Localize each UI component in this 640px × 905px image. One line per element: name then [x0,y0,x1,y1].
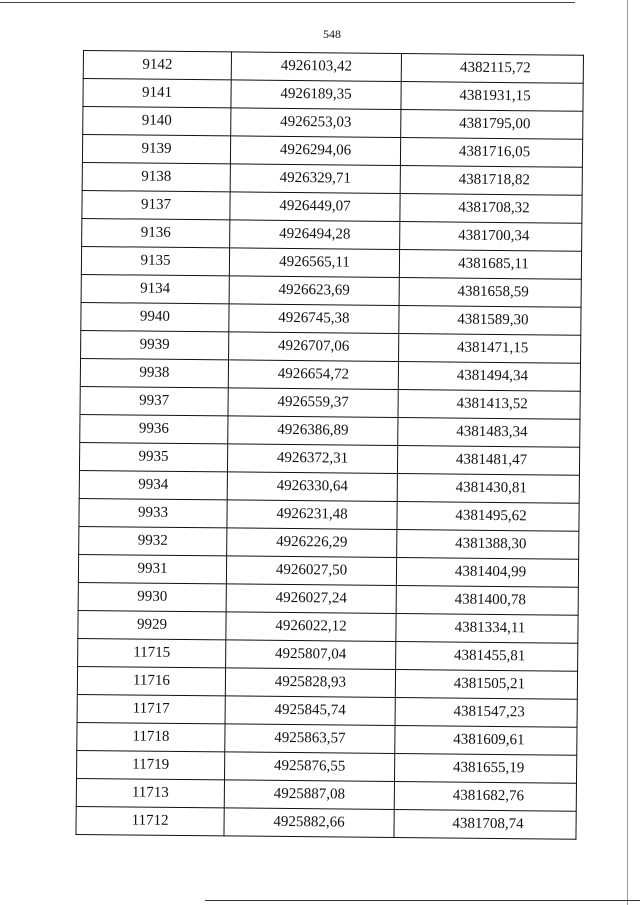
y-coordinate-cell: 4381655,19 [394,754,576,784]
point-id-cell: 9933 [79,498,227,527]
x-coordinate-cell: 4926372,31 [227,444,397,474]
point-id-cell: 9141 [83,79,231,108]
coordinates-table-body [76,51,584,840]
point-id-cell: 9929 [78,610,226,639]
x-coordinate-cell: 4925882,66 [224,808,394,838]
y-coordinate-cell: 4381483,34 [398,418,580,448]
x-coordinate-cell: 4926022,12 [226,612,396,642]
y-coordinate-cell: 4382115,72 [401,54,583,84]
x-coordinate-cell: 4926294,06 [230,136,400,166]
y-coordinate-cell: 4381400,78 [396,586,578,616]
point-id-cell: 9938 [80,358,228,387]
x-coordinate-cell: 4926103,42 [231,52,401,82]
x-coordinate-cell: 4925807,04 [226,640,396,670]
point-id-cell: 9134 [81,274,229,303]
point-id-cell: 9932 [79,526,227,555]
y-coordinate-cell: 4381682,76 [394,782,576,812]
x-coordinate-cell: 4926189,35 [231,80,401,110]
y-coordinate-cell: 4381716,05 [400,138,582,168]
y-coordinate-cell: 4381658,59 [399,278,581,308]
x-coordinate-cell: 4926027,50 [226,556,396,586]
point-id-cell: 9140 [83,107,231,136]
point-id-cell: 9937 [80,386,228,415]
point-id-cell: 9931 [78,554,226,583]
coordinates-table [75,50,584,840]
x-coordinate-cell: 4926231,48 [227,500,397,530]
point-id-cell: 11716 [77,666,225,695]
x-coordinate-cell: 4926226,29 [227,528,397,558]
point-id-cell: 9934 [79,470,227,499]
y-coordinate-cell: 4381404,99 [396,558,578,588]
y-coordinate-cell: 4381334,11 [396,614,578,644]
top-rule [0,2,575,3]
x-coordinate-cell: 4925887,08 [224,780,394,810]
bottom-rule [205,900,640,901]
point-id-cell: 11712 [76,806,224,835]
y-coordinate-cell: 4381708,32 [400,194,582,224]
y-coordinate-cell: 4381388,30 [397,530,579,560]
x-coordinate-cell: 4926386,89 [228,416,398,446]
y-coordinate-cell: 4381931,15 [401,82,583,112]
y-coordinate-cell: 4381413,52 [398,390,580,420]
x-coordinate-cell: 4926623,69 [229,276,399,306]
point-id-cell: 11713 [76,778,224,807]
x-coordinate-cell: 4926329,71 [230,164,400,194]
x-coordinate-cell: 4926565,11 [229,248,399,278]
y-coordinate-cell: 4381547,23 [395,698,577,728]
y-coordinate-cell: 4381589,30 [399,306,581,336]
y-coordinate-cell: 4381471,15 [399,334,581,364]
y-coordinate-cell: 4381481,47 [397,446,579,476]
y-coordinate-cell: 4381455,81 [396,642,578,672]
point-id-cell: 9139 [82,135,230,164]
point-id-cell: 9936 [80,414,228,443]
point-id-cell: 9135 [81,246,229,275]
y-coordinate-cell: 4381494,34 [398,362,580,392]
y-coordinate-cell: 4381700,34 [400,222,582,252]
x-coordinate-cell: 4925863,57 [225,724,395,754]
x-coordinate-cell: 4925876,55 [225,752,395,782]
point-id-cell: 11717 [77,694,225,723]
point-id-cell: 9939 [81,330,229,359]
point-id-cell: 9935 [79,442,227,471]
point-id-cell: 9138 [82,162,230,191]
y-coordinate-cell: 4381795,00 [401,110,583,140]
x-coordinate-cell: 4926330,64 [227,472,397,502]
x-coordinate-cell: 4926494,28 [230,220,400,250]
x-coordinate-cell: 4925828,93 [225,668,395,698]
x-coordinate-cell: 4926027,24 [226,584,396,614]
point-id-cell: 9136 [82,218,230,247]
y-coordinate-cell: 4381495,62 [397,502,579,532]
right-edge-rule [627,0,628,905]
x-coordinate-cell: 4926559,37 [228,388,398,418]
point-id-cell: 11715 [78,638,226,667]
point-id-cell: 9930 [78,582,226,611]
point-id-cell: 9940 [81,302,229,331]
x-coordinate-cell: 4926707,06 [229,332,399,362]
point-id-cell: 11719 [77,750,225,779]
x-coordinate-cell: 4926654,72 [228,360,398,390]
x-coordinate-cell: 4926253,03 [231,108,401,138]
x-coordinate-cell: 4925845,74 [225,696,395,726]
y-coordinate-cell: 4381718,82 [400,166,582,196]
y-coordinate-cell: 4381685,11 [399,250,581,280]
y-coordinate-cell: 4381505,21 [395,670,577,700]
page-number: 548 [323,27,341,41]
y-coordinate-cell: 4381708,74 [394,810,576,840]
x-coordinate-cell: 4926745,38 [229,304,399,334]
point-id-cell: 11718 [77,722,225,751]
table-row [76,806,576,839]
y-coordinate-cell: 4381609,61 [395,726,577,756]
point-id-cell: 9142 [83,51,231,80]
point-id-cell: 9137 [82,190,230,219]
y-coordinate-cell: 4381430,81 [397,474,579,504]
x-coordinate-cell: 4926449,07 [230,192,400,222]
